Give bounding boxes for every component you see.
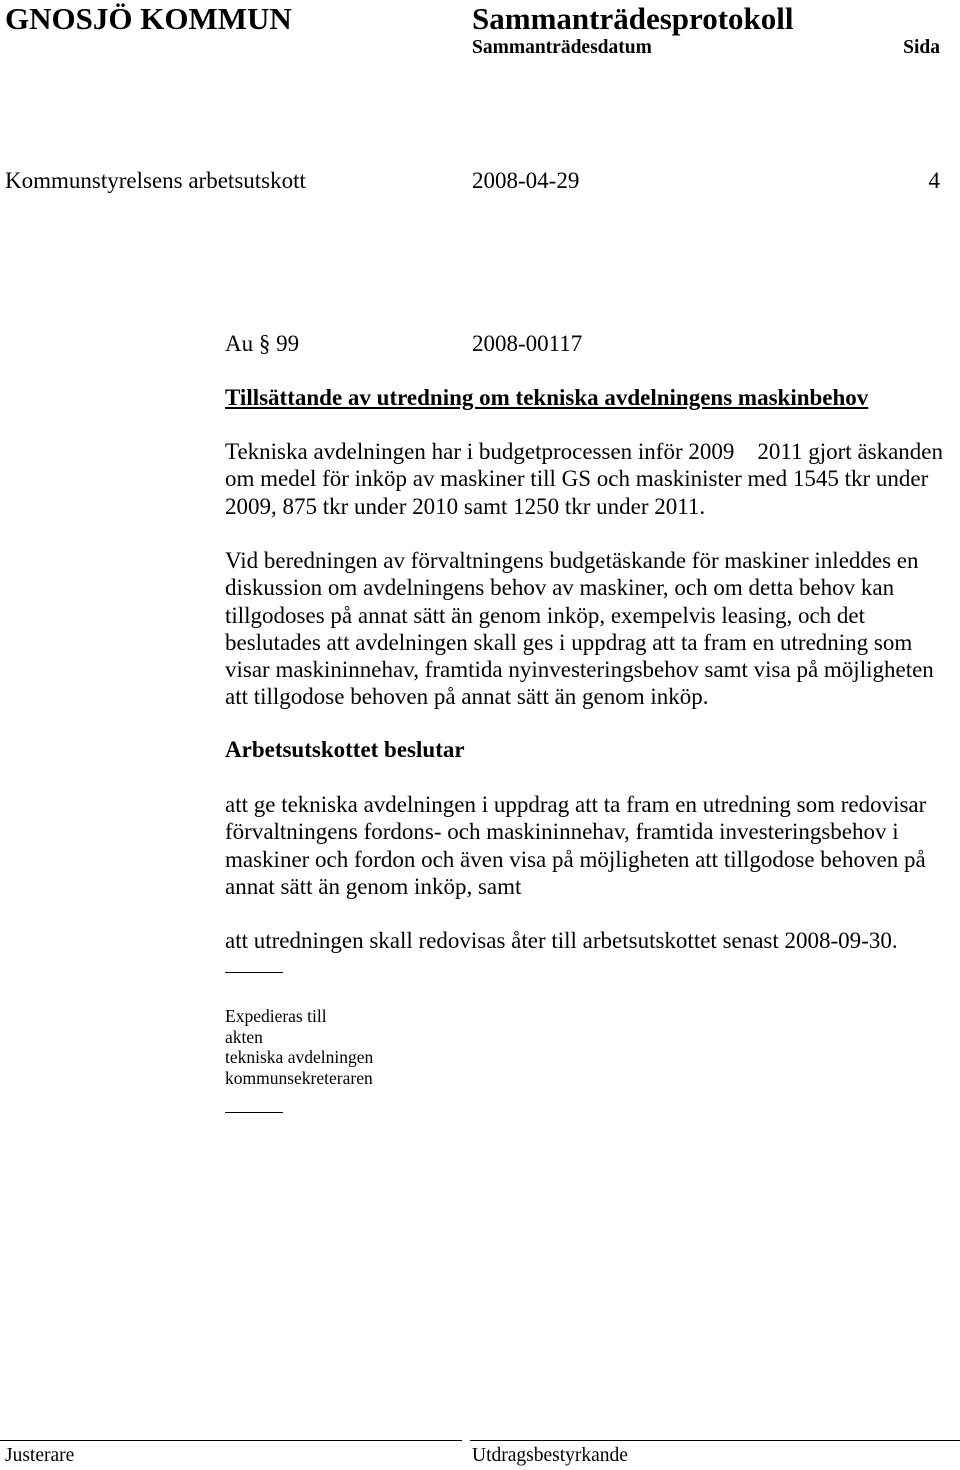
paragraph-line: att tillgodose behoven på annat sätt än genom inköp. <box>225 684 709 710</box>
distribution-heading: Expedieras till <box>225 1006 327 1026</box>
paragraph-reference: Au § 99 <box>225 331 300 356</box>
footer-extract-label: Utdragsbestyrkande <box>472 1445 628 1466</box>
distribution-recipient: akten <box>225 1026 263 1047</box>
paragraph-line: 2009, 875 tkr under 2010 samt 1250 tkr under 2011. <box>225 493 706 519</box>
paragraph-line: Tekniska avdelningen har i budgetprocessen inför 2009 2011 gjort äskanden <box>225 439 944 464</box>
distribution-recipient: tekniska avdelningen <box>225 1047 374 1068</box>
paragraph-line: att utredningen skall redovisas åter till arbetsutskottet senast 2008-09-30. <box>225 928 898 953</box>
distribution-list <box>225 1006 373 1089</box>
meeting-body: Kommunstyrelsens arbetsutskott <box>5 168 306 193</box>
meeting-date: 2008-04-29 <box>472 168 580 193</box>
distribution-recipient: kommunsekreteraren <box>225 1068 373 1089</box>
page-label: Sida <box>903 37 940 58</box>
background-paragraph-2 <box>225 547 934 711</box>
footer-rule-right <box>470 1440 960 1441</box>
paragraph-line: tillgodoses på annat sätt än genom inköp, exempelvis leasing, och det <box>225 602 866 628</box>
paragraph-line: diskussion om avdelningens behov av maskiner, och om detta behov kan <box>225 575 895 601</box>
paragraph-line: annat sätt än genom inköp, samt <box>225 873 522 899</box>
background-paragraph-1 <box>225 438 943 520</box>
decision-paragraph-2 <box>225 927 898 954</box>
decision-heading: Arbetsutskottet beslutar <box>225 737 465 762</box>
meeting-date-label: Sammanträdesdatum <box>472 37 652 58</box>
footer-rule-left <box>0 1440 462 1441</box>
decision-paragraph-1 <box>225 791 926 900</box>
paragraph-line: om medel för inköp av maskiner till GS och maskinister med 1545 tkr under <box>225 466 929 492</box>
paragraph-line: maskiner och fordon och även visa på möjligheten att tillgodose behoven på <box>225 846 926 872</box>
separator-rule <box>225 972 283 973</box>
paragraph-line: att ge tekniska avdelningen i uppdrag att ta fram en utredning som redovisar <box>225 792 927 817</box>
paragraph-line: beslutades att avdelningen skall ges i uppdrag att ta fram en utredning som <box>225 629 913 655</box>
separator-rule <box>225 1112 283 1113</box>
paragraph-line: Vid beredningen av förvaltningens budgetäskande för maskiner inleddes en <box>225 548 919 573</box>
document-type: Sammanträdesprotokoll <box>472 1 794 36</box>
page-number: 4 <box>928 168 940 193</box>
item-title: Tillsättande av utredning om tekniska avdelningens maskinbehov <box>225 385 869 410</box>
paragraph-line: visar maskininnehav, framtida nyinvesteringsbehov samt visa på möjligheten <box>225 657 934 683</box>
case-number: 2008-00117 <box>472 331 583 356</box>
paragraph-line: förvaltningens fordons- och maskininnehav, framtida investeringsbehov i <box>225 819 899 845</box>
organization-name: GNOSJÖ KOMMUN <box>5 1 292 36</box>
footer-signatory-label: Justerare <box>5 1445 75 1466</box>
